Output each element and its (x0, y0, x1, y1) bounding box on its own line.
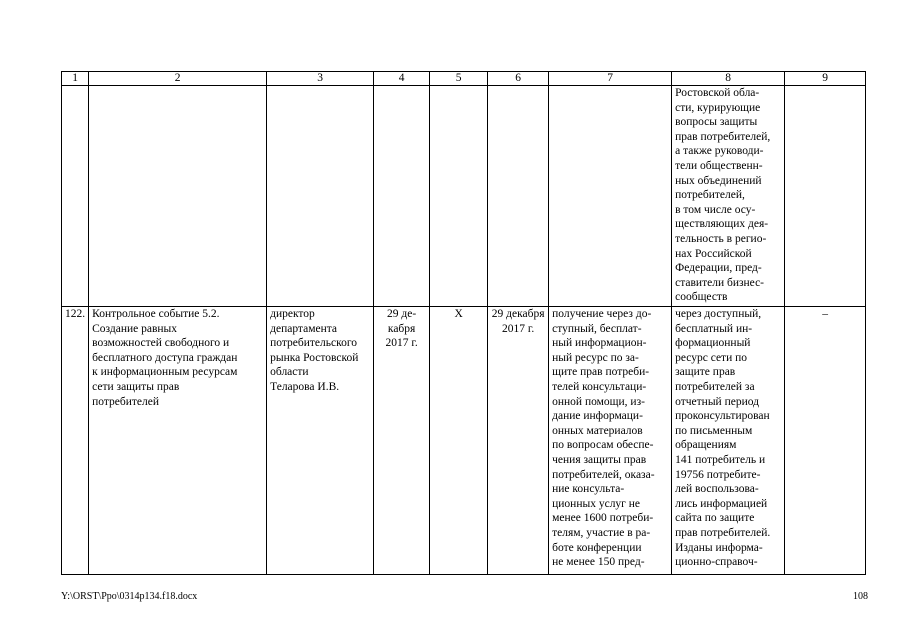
text-line: Федерации, пред- (675, 262, 762, 275)
header-cell: 6 (488, 72, 549, 86)
text-line: Изданы информа- (675, 541, 763, 554)
text-line: ный информацион- (552, 337, 647, 350)
col9-cell: – (785, 307, 866, 575)
text-line: ние консульта- (552, 483, 625, 496)
text-line: Теларова И.В. (270, 380, 340, 393)
text-line: боте конференции (552, 541, 642, 554)
col5-cell: Х (430, 307, 488, 575)
table-row-continuation (62, 86, 866, 307)
text-line: бесплатного доступа граждан (92, 351, 238, 364)
text-line: щите прав потреби- (552, 366, 650, 379)
table-cell (62, 86, 89, 307)
text-line: онной помощи, из- (552, 395, 645, 408)
table-cell (430, 86, 488, 307)
expected-result-cell (549, 307, 672, 575)
footer-file-path: Y:\ORST\Ppo\0314p134.f18.docx (61, 591, 198, 602)
text-line: сти, курирующие (675, 101, 761, 114)
text-line: Ростовской обла- (675, 87, 760, 99)
text-line: ционно-справоч- (675, 556, 758, 569)
text-line: возможностей свободного и (92, 337, 230, 350)
text-line: кабря (387, 322, 416, 335)
text-line: 2017 г. (502, 322, 535, 335)
text-line: 29 декабря (491, 308, 545, 320)
text-line: проконсультирован (675, 410, 770, 423)
text-line: телей консультаци- (552, 380, 647, 393)
text-line: лись информацией (675, 497, 768, 510)
table-cell (89, 86, 267, 307)
text-line: менее 1600 потреби- (552, 512, 654, 525)
text-line: сайта по защите (675, 512, 755, 525)
header-row (62, 72, 866, 86)
text-line: потребителей (92, 395, 160, 408)
header-cell: 1 (62, 72, 89, 86)
text-line: рынка Ростовской (270, 351, 359, 364)
text-line: телям, участие в ра- (552, 526, 651, 539)
text-line: в том числе осу- (675, 203, 756, 216)
text-line: ных объединений (675, 174, 762, 187)
text-line: формационный (675, 337, 751, 350)
text-line: через доступный, (675, 308, 762, 320)
text-line: 2017 г. (385, 337, 418, 350)
text-line: области (270, 366, 309, 379)
text-line: прав потребителей. (675, 526, 771, 539)
header-cell: 4 (374, 72, 430, 86)
planned-date-cell (374, 307, 430, 575)
text-line: а также руководи- (675, 145, 764, 158)
text-line: отчетный период (675, 395, 760, 408)
text-line: Создание равных (92, 322, 178, 335)
header-cell: 5 (430, 72, 488, 86)
table-cell (374, 86, 430, 307)
text-line: по вопросам обеспе- (552, 439, 654, 452)
text-line: тельность в регио- (675, 232, 767, 245)
text-line: 141 потребитель и (675, 453, 766, 466)
text-line: вопросы защиты (675, 116, 758, 129)
text-line: бесплатный ин- (675, 322, 753, 335)
text-line: получение через до- (552, 308, 652, 320)
text-line: Контрольное событие 5.2. (92, 308, 220, 320)
text-line: по письменным (675, 424, 753, 437)
text-line: ступный, бесплат- (552, 322, 642, 335)
actual-result-cell (672, 307, 785, 575)
text-line: не менее 150 пред- (552, 556, 645, 569)
header-cell: 2 (89, 72, 267, 86)
header-cell: 9 (785, 72, 866, 86)
header-cell: 7 (549, 72, 672, 86)
header-cell: 8 (672, 72, 785, 86)
text-line: защите прав (675, 366, 736, 379)
participants-cell (672, 86, 785, 307)
event-cell (89, 307, 267, 575)
text-line: департамента (270, 322, 338, 335)
report-table (61, 71, 866, 575)
text-line: ный ресурс по за- (552, 351, 639, 364)
text-line: нах Российской (675, 247, 752, 260)
text-line: сети защиты прав (92, 380, 180, 393)
text-line: ционных услуг не (552, 497, 641, 510)
text-line: потребителей, оказа- (552, 468, 655, 481)
text-line: потребителей за (675, 380, 755, 393)
text-line: 19756 потребите- (675, 468, 761, 481)
text-line: потребительского (270, 337, 358, 350)
table-cell (488, 86, 549, 307)
responsible-cell (267, 307, 374, 575)
text-line: онных материалов (552, 424, 643, 437)
text-line: ставители бизнес- (675, 276, 765, 289)
text-line: лей воспользова- (675, 483, 759, 496)
text-line: директор (270, 308, 315, 320)
text-line: обращениям (675, 439, 737, 452)
text-line: чения защиты прав (552, 453, 647, 466)
text-line: ресурс сети по (675, 351, 748, 364)
actual-date-cell (488, 307, 549, 575)
header-cell: 3 (267, 72, 374, 86)
row-number: 122. (62, 307, 89, 575)
text-line: к информационным ресурсам (92, 366, 238, 379)
text-line: дание информаци- (552, 410, 643, 423)
table-row-122 (62, 307, 866, 575)
table-cell (267, 86, 374, 307)
text-line: 29 де- (387, 308, 417, 320)
table-cell (785, 86, 866, 307)
text-line: ществляющих дея- (675, 218, 769, 231)
text-line: тели общественн- (675, 159, 763, 172)
text-line: потребителей, (675, 189, 745, 202)
text-line: прав потребителей, (675, 130, 771, 143)
text-line: сообществ (675, 291, 728, 304)
table-cell (549, 86, 672, 307)
footer-page-number: 108 (853, 591, 868, 602)
